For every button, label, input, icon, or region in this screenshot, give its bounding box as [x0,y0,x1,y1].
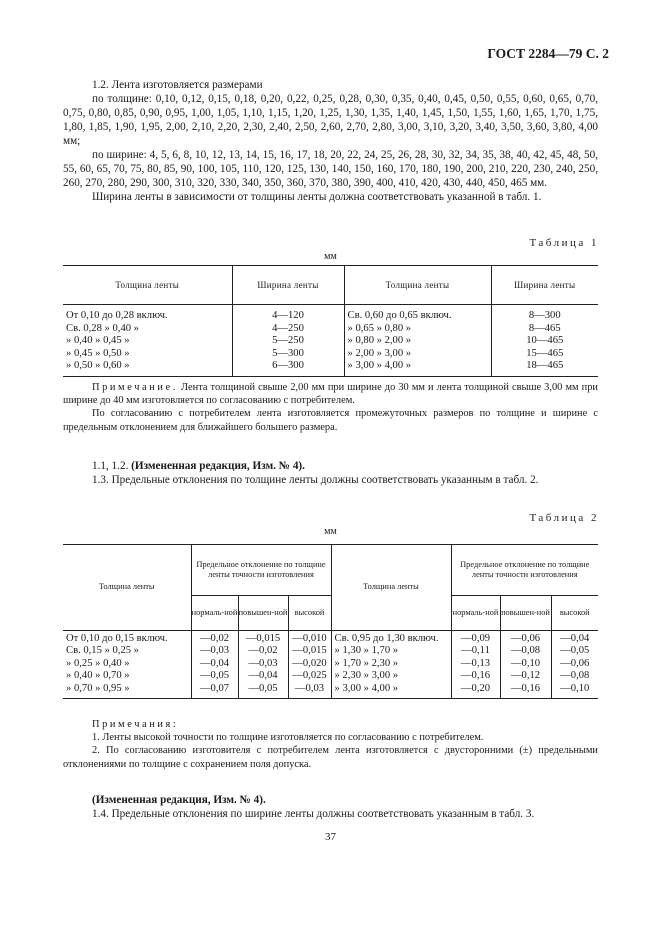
width-note: Ширина ленты в зависимости от толщины ленты должна соответствовать указанной в табл. 1. [92,191,542,203]
table-2-subheader: повышен-ной [238,596,288,631]
table-1-cell: От 0,10 до 0,28 включ. Св. 0,28 » 0,40 » » 0,40 » 0,45 » » 0,45 » 0,50 » » 0,50 » 0,60 » [63,305,232,377]
table-2-caption: Таблица 2 [529,512,599,524]
table-2-header-row [63,545,598,596]
edit-note-2-text: (Измененная редакция, Изм. № 4). [92,794,266,806]
table-2-cell: —0,06 —0,08 —0,10 —0,12 —0,16 [500,631,551,699]
table-1-header: Толщина ленты [344,266,491,305]
table-1-header: Толщина ленты [63,266,232,305]
section-1-2 [63,78,598,204]
table-2-subheader: нормаль-ной [191,596,238,631]
table-1-cell: Св. 0,60 до 0,65 включ. » 0,65 » 0,80 » » 0,80 » 2,00 » » 2,00 » 3,00 » » 3,00 » 4,00 » [344,305,491,377]
page-header: ГОСТ 2284—79 С. 2 [487,46,609,61]
table-1 [63,265,598,377]
table-2-cell: —0,09 —0,11 —0,13 —0,16 —0,20 [451,631,500,699]
table-2-thickness-header: Толщина ленты [331,545,451,631]
note-2: 2. По согласованию изготовителя с потребителем лента изготовляется с двусторонними (±) предельными отклонениями по толщине с сохранением поля допуска. [63,745,598,770]
table-2-subheader: повышен-ной [500,596,551,631]
notes-label: Примечания: [92,719,179,730]
table-2-cell: —0,02 —0,03 —0,04 —0,05 —0,07 [191,631,238,699]
table-1-cell: 8—300 8—465 10—465 15—465 18—465 [491,305,598,377]
thickness-sizes: по толщине: 0,10, 0,12, 0,15, 0,18, 0,20, 0,22, 0,25, 0,28, 0,30, 0,35, 0,40, 0,45, 0,50, 0,55, 0,60, 0,65, 0,70, 0,75, 0,80, 0,85, 0,90, 0,95, 1,00, 1,05, 1,10, 1,15, 1,20, 1,25, 1,30, 1,35, 1,40, 1,45, 1,50, 1,55, 1,60, 1,65, 1,70, 1,75, 1,80, 1,85, 1,90, 1,95, 2,00, 2,10, 2,20, 2,30, 2,40, 2,50, 2,60, 2,70, 2,80, 3,00, 3,10, 3,20, 3,40, 3,50, 3,60, 3,80, 4,00 мм; [63,93,598,147]
note-text: Лента толщиной свыше 2,00 мм при ширине до 30 мм и лента толщиной свыше 3,00 мм при ширине до 40 мм изготовляется по согласованию с потребителем. [63,382,598,407]
agreement-note: По согласованию с потребителем лента изготовляется промежуточных размеров по толщине и ширине с предельным отклонением для ближайшего большего размера. [63,408,598,433]
table-2-notes [63,718,598,771]
table-1-header: Ширина ленты [491,266,598,305]
section-1-4: 1.4. Предельные отклонения по ширине ленты должны соответствовать указанным в табл. 3. [92,808,535,820]
page-number: 37 [325,831,336,843]
table-2-subheader: высокой [551,596,598,631]
table-2-deviation-header: Предельное отклонение по толщине ленты точности изготовления [191,545,331,596]
table-1-note [63,381,598,434]
table-2-thickness-header: Толщина ленты [63,545,191,631]
table-2-body-row [63,631,598,699]
table-2-deviation-header: Предельное отклонение по толщине ленты точности изготовления [451,545,598,596]
table-2-cell: —0,010 —0,015 —0,020 —0,025 —0,03 [288,631,331,699]
table-2-subheader: нормаль-ной [451,596,500,631]
table-1-body-row [63,305,598,377]
table-2-unit: мм [324,526,337,537]
table-2-cell: От 0,10 до 0,15 включ. Св. 0,15 » 0,25 » » 0,25 » 0,40 » » 0,40 » 0,70 » » 0,70 » 0,95 » [63,631,191,699]
table-1-header: Ширина ленты [232,266,344,305]
section-1-2-intro: 1.2. Лента изготовляется размерами [92,79,263,91]
table-2 [63,544,598,699]
table-1-caption: Таблица 1 [529,237,599,249]
note-label: Примечание. [92,382,178,393]
width-sizes: по ширине: 4, 5, 6, 8, 10, 12, 13, 14, 15, 16, 17, 18, 20, 22, 24, 25, 26, 28, 30, 32, 34, 35, 38, 40, 42, 45, 48, 50, 55, 60, 65, 70, 75, 80, 85, 90, 100, 105, 110, 120, 125, 130, 140, 150, 160, 170, 180, 190, 200, 210, 220, 230, 240, 250, 260, 270, 280, 290, 300, 310, 320, 330, 340, 350, 360, 370, 380, 390, 400, 410, 420, 430, 440, 450, 465 мм. [63,149,598,189]
table-2-cell: —0,04 —0,05 —0,06 —0,08 —0,10 [551,631,598,699]
table-2-cell: —0,015 —0,02 —0,03 —0,04 —0,05 [238,631,288,699]
table-1-cell: 4—120 4—250 5—250 5—300 6—300 [232,305,344,377]
table-2-subheader: высокой [288,596,331,631]
edit-note-1 [63,459,598,487]
edit-note-2 [63,793,598,821]
section-1-3: 1.3. Предельные отклонения по толщине ленты должны соответствовать указанным в табл. 2. [92,474,539,486]
table-1-unit: мм [324,251,337,262]
edit-note-text: (Измененная редакция, Изм. № 4). [131,460,305,472]
table-1-header-row [63,266,598,305]
edit-note-prefix: 1.1, 1.2. [92,460,129,472]
table-2-cell: Св. 0,95 до 1,30 включ. » 1,30 » 1,70 » » 1,70 » 2,30 » » 2,30 » 3,00 » » 3,00 » 4,00 » [331,631,451,699]
note-1: 1. Ленты высокой точности по толщине изготовляется по согласованию с потребителем. [92,732,484,744]
